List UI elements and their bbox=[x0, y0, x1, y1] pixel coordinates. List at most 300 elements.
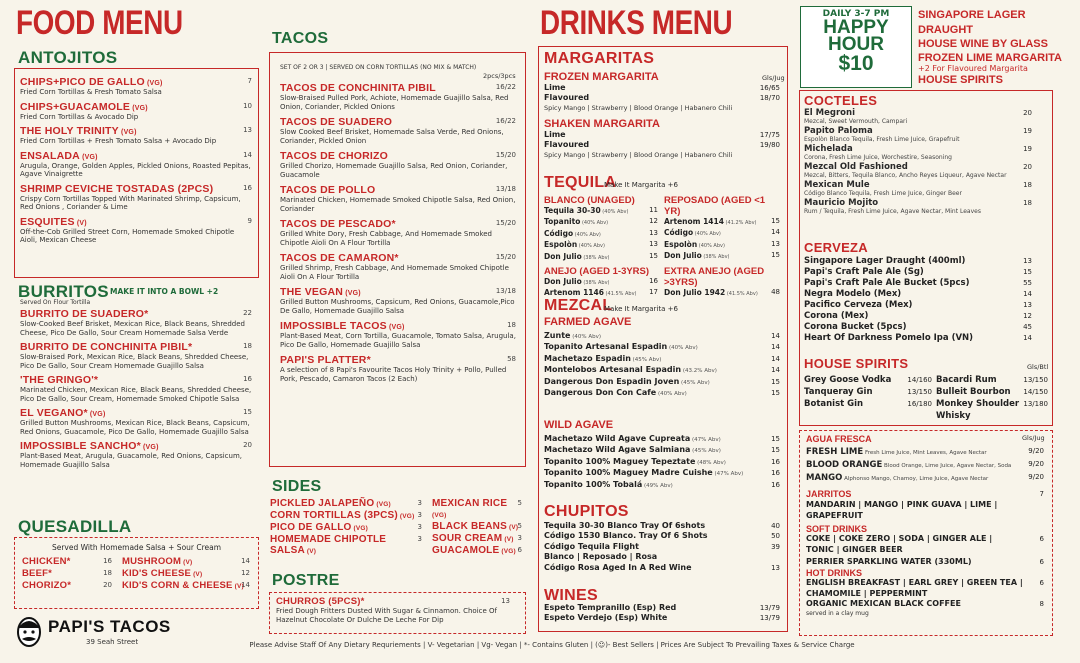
item-price: 18 bbox=[243, 342, 252, 350]
item-price: 16 bbox=[243, 183, 252, 192]
drink-name: Topanito Artesanal Espadin bbox=[544, 342, 668, 352]
wild-list bbox=[544, 434, 780, 491]
menu-item bbox=[280, 82, 516, 111]
drink-price: 48 bbox=[771, 287, 780, 296]
cerveza-list bbox=[804, 256, 1032, 344]
drink-price: 13/150 bbox=[907, 388, 932, 396]
drink-row bbox=[664, 228, 780, 239]
drink-row bbox=[544, 480, 780, 491]
item-tag: (VG) bbox=[499, 548, 516, 555]
logo-text: PAPI'S TACOS bbox=[48, 617, 171, 636]
drink-name: Topanito 100% Tobalá bbox=[544, 479, 643, 489]
drink-abv: (47% Abv) bbox=[690, 437, 721, 443]
item-desc: A selection of 8 Papi's Favourite Tacos Holy Trinity + Pollo, Pulled Pork, Pescado, Camaron Tacos (2 Each) bbox=[280, 366, 507, 383]
item-price: 15/20 bbox=[495, 219, 516, 227]
agua-name: MANGO bbox=[806, 473, 843, 483]
cocktail-name: Mezcal Old Fashioned bbox=[804, 162, 908, 172]
drink-price: 15 bbox=[771, 389, 780, 398]
agua-row bbox=[806, 472, 1044, 485]
drink-price: 15 bbox=[1023, 268, 1032, 276]
drink-price: 13 bbox=[771, 563, 780, 572]
burritos-heading: BURRITOS bbox=[18, 282, 109, 301]
drink-price: 14/160 bbox=[907, 376, 932, 384]
happy-hour-daily: DAILY 3-7 PM bbox=[822, 9, 890, 19]
cocteles-heading: COCTELES bbox=[804, 93, 878, 108]
menu-item bbox=[20, 125, 252, 146]
drink-name: Código bbox=[544, 228, 574, 238]
drink-abv: (41.2% Abv) bbox=[723, 220, 757, 226]
menu-item bbox=[20, 341, 252, 370]
item-desc: Fried Corn Tortillas & Fresh Tomato Salsa bbox=[20, 88, 162, 96]
item-price: 6 bbox=[517, 546, 522, 554]
drink-price: 16 bbox=[771, 480, 780, 489]
item-desc: Plant-Based Meat, Corn Tortilla, Guacamole, Tomato Salsa, Arugula, Pico De Gallo, Homemade Guajillo Salsa bbox=[280, 332, 516, 349]
food-menu-title: FOOD MENU bbox=[16, 4, 183, 42]
drink-abv: (41.5% Abv) bbox=[725, 290, 758, 297]
drink-name: Montelobos Artesanal Espadin bbox=[544, 365, 682, 375]
hot-line: ENGLISH BREAKFAST | EARL GREY | GREEN TEA | bbox=[806, 578, 1023, 588]
shaken-margarita-title: SHAKEN MARGARITA bbox=[544, 117, 660, 130]
drink-row bbox=[804, 256, 1032, 267]
agua-heading: AGUA FRESCA bbox=[806, 434, 872, 444]
menu-item bbox=[22, 556, 112, 567]
item-price: 12 bbox=[241, 569, 250, 577]
drink-name: Espeto Verdejo (Esp) White bbox=[544, 613, 668, 623]
drink-row bbox=[936, 374, 1048, 386]
hot-drinks-heading: HOT DRINKS bbox=[806, 568, 862, 579]
cocktail-item bbox=[804, 126, 1032, 143]
item-price: 9 bbox=[247, 216, 252, 225]
drink-row bbox=[664, 288, 780, 299]
drink-row bbox=[936, 386, 1048, 398]
cocktail-item bbox=[804, 198, 1032, 215]
item-desc: Grilled White Dory, Fresh Cabbage, And Homemade Smoked Chipotle Aioli On A Flour Tortilla bbox=[280, 230, 492, 247]
hh-item: HOUSE SPIRITS bbox=[918, 73, 1003, 86]
drink-row bbox=[544, 342, 780, 353]
item-desc: Marinated Chicken, Homemade Smoked Chipotle Salsa, Red Onion, Coriander bbox=[280, 196, 516, 213]
item-name: SOUR CREAM (V) bbox=[432, 533, 514, 544]
cocktail-name: Michelada bbox=[804, 144, 853, 154]
item-desc: Plant-Based Meat, Arugula, Guacamole, Red Onions, Capsicum, Homemade Guajillo Salsa bbox=[20, 452, 242, 469]
menu-item bbox=[280, 252, 516, 281]
footer-note: Please Advise Staff Of Any Dietary Requriements | V- Vegetarian | Vg- Vegan | *- Contains Gluten | (☺)- Best Sellers | Prices Are Subject To Prevailing Taxes & Service Charge bbox=[249, 641, 855, 649]
drink-row bbox=[544, 457, 780, 468]
item-price: 13 bbox=[243, 126, 252, 134]
drink-price: 40 bbox=[771, 522, 780, 530]
menu-item bbox=[280, 354, 516, 383]
house-spirits-col-note: Gls/Btl bbox=[1027, 363, 1049, 371]
item-tag: (V) bbox=[74, 219, 87, 227]
coffee-price: 8 bbox=[1039, 600, 1044, 609]
drink-row bbox=[544, 240, 658, 251]
drink-abv: (40% Abv) bbox=[573, 231, 601, 238]
item-price: 3 bbox=[417, 499, 422, 507]
item-name: PAPI'S PLATTER* bbox=[280, 354, 371, 366]
agua-desc: Alphonso Mango, Chamoy, Lime Juice, Agave Nectar bbox=[842, 476, 989, 482]
item-price: 16 bbox=[103, 557, 112, 565]
drink-row bbox=[544, 354, 780, 365]
item-name: ESQUITES (V) bbox=[20, 215, 87, 228]
menu-item bbox=[270, 534, 422, 556]
item-desc: Slow-Braised Pulled Pork, Achiote, Homemade Guajillo Salsa, Red Onion, Coriander, Pickled Onions bbox=[280, 94, 509, 111]
postre-heading: POSTRE bbox=[272, 572, 340, 589]
item-name: BLACK BEANS (V) bbox=[432, 521, 519, 532]
perrier-row bbox=[806, 557, 1044, 567]
drink-row bbox=[544, 365, 780, 376]
item-name: IMPOSSIBLE SANCHO* (VG) bbox=[20, 440, 159, 452]
menu-item bbox=[280, 218, 516, 247]
row-price: 17/75 bbox=[759, 130, 780, 139]
perrier-price: 6 bbox=[1039, 558, 1044, 567]
drink-name: Topanito bbox=[544, 217, 581, 227]
item-price: 14 bbox=[243, 150, 252, 159]
item-price: 15 bbox=[243, 408, 252, 416]
item-desc: Marinated Chicken, Mexican Rice, Black Beans, Shredded Cheese, Pico De Gallo, Sour Cream, Homemade Smoked Chipotle Salsa bbox=[20, 386, 252, 403]
drink-abv: (47% Abv) bbox=[712, 471, 744, 478]
drink-name: Código Rosa Aged In A Red Wine bbox=[544, 562, 692, 572]
wines-list bbox=[544, 603, 780, 624]
drink-price: 13 bbox=[649, 240, 658, 249]
drink-price: 14 bbox=[1023, 334, 1032, 342]
soft-line: COKE | COKE ZERO | SODA | GINGER ALE | bbox=[806, 534, 993, 544]
chupitos-heading: CHUPITOS bbox=[544, 503, 629, 520]
drink-abv: (40% Abv) bbox=[656, 391, 687, 398]
drink-name: Negra Modelo (Mex) bbox=[804, 289, 902, 299]
item-name: MUSHROOM (V) bbox=[122, 556, 193, 567]
tequila-note: Make It Margarita +6 bbox=[604, 181, 678, 189]
item-desc: Fried Corn Tortillas + Fresh Tomato Salsa + Avocado Dip bbox=[20, 137, 217, 145]
wild-agave-heading: WILD AGAVE bbox=[544, 419, 614, 431]
drink-row bbox=[544, 613, 780, 623]
drink-name: Machetazo Espadin bbox=[544, 353, 631, 363]
item-price: 3 bbox=[517, 534, 522, 542]
item-price: 5 bbox=[517, 499, 522, 507]
cocktail-item bbox=[804, 144, 1032, 161]
drink-row bbox=[544, 468, 780, 479]
hot-line-2: CHAMOMILE | PEPPERMINT bbox=[806, 588, 928, 598]
item-name: CHIPS+PICO DE GALLO (VG) bbox=[20, 76, 163, 88]
drink-row bbox=[804, 374, 932, 386]
sides-right bbox=[432, 498, 522, 557]
tequila-group-title: REPOSADO (AGED <1 YR) bbox=[664, 195, 766, 217]
row-name: Flavoured bbox=[544, 140, 590, 150]
quesadilla-left bbox=[22, 556, 112, 592]
item-price: 14 bbox=[241, 557, 250, 565]
drink-name: Dangerous Don Con Cafe bbox=[544, 388, 657, 398]
drink-name: Artenom 1146 bbox=[544, 288, 604, 298]
item-tag: (V) bbox=[506, 524, 519, 531]
soft-drinks-heading: SOFT DRINKS bbox=[806, 524, 868, 535]
drink-abv: (40% Abv) bbox=[577, 243, 605, 250]
row-price: 18/70 bbox=[759, 94, 780, 103]
cocktail-price: 19 bbox=[1023, 127, 1032, 135]
jarritos-flavours: MANDARIN | MANGO | PINK GUAVA | LIME | GRAPEFRUIT bbox=[806, 500, 998, 520]
item-tag: (VG) bbox=[386, 324, 405, 331]
margaritas-col-note: Gls/Jug bbox=[762, 74, 785, 82]
perrier-name: PERRIER SPARKLING WATER (330ML) bbox=[806, 557, 972, 567]
logo-face-icon bbox=[14, 616, 44, 652]
happy-hour-badge bbox=[800, 6, 912, 88]
menu-item bbox=[20, 440, 252, 469]
item-desc: Slow Cooked Beef Brisket, Homemade Salsa Verde, Red Onions, Coriander, Pickled Onion bbox=[280, 128, 504, 145]
drink-abv: (40% Abv) bbox=[600, 209, 629, 215]
drink-row bbox=[544, 252, 658, 263]
item-desc: Off-the-Cob Grilled Street Corn, Homemade Smoked Chipotle Aioli, Mexican Cheese bbox=[20, 227, 235, 244]
drink-row bbox=[544, 229, 658, 240]
item-price: 18 bbox=[103, 569, 112, 577]
item-price: 58 bbox=[507, 355, 516, 363]
quesadilla-note: Served With Homemade Salsa + Sour Cream bbox=[51, 543, 222, 552]
postre-item bbox=[276, 596, 510, 627]
farmed-list bbox=[544, 331, 780, 399]
wines-heading: WINES bbox=[544, 587, 598, 604]
item-price: 20 bbox=[103, 581, 112, 589]
item-tag: (V) bbox=[181, 559, 193, 566]
menu-item bbox=[270, 498, 422, 509]
item-price: 16/22 bbox=[495, 83, 516, 91]
item-name: CORN TORTILLAS (3PCS) (VG) bbox=[270, 510, 415, 521]
sides-left bbox=[270, 498, 422, 557]
cocktail-desc: Espolòn Blanco Tequila, Fresh Lime Juice, Grapefruit bbox=[804, 136, 960, 143]
drink-abv: (38% Abv) bbox=[581, 254, 610, 261]
quesadilla-right bbox=[122, 556, 250, 592]
jarritos-heading: JARRITOS bbox=[806, 489, 852, 499]
cocktail-price: 18 bbox=[1023, 181, 1032, 189]
hot-price: 6 bbox=[1039, 579, 1044, 588]
drink-price: 12 bbox=[649, 217, 658, 226]
cocktail-desc: Rum / Tequila, Fresh Lime Juice, Agave Nectar, Mint Leaves bbox=[804, 208, 981, 215]
tequila-right bbox=[664, 195, 780, 299]
drink-price: 15 bbox=[771, 446, 780, 455]
item-desc: Slow-Braised Pork, Mexican Rice, Black Beans, Shredded Cheese, Pico De Gallo, Sour Cream Homemade Guajillo Salsa bbox=[20, 353, 249, 370]
postre-price: 13 bbox=[501, 597, 510, 605]
frozen-margarita-title: FROZEN MARGARITA bbox=[544, 71, 659, 83]
cocktail-desc: Corona, Fresh Lime Juice, Worchestire, Seasoning bbox=[804, 154, 952, 161]
frozen-lime-row bbox=[544, 83, 780, 93]
item-name: BEEF* bbox=[22, 568, 53, 579]
cocktail-item bbox=[804, 180, 1032, 197]
drink-row bbox=[664, 217, 780, 228]
drink-name: Tanqueray Gin bbox=[804, 387, 873, 397]
drink-name: Pacifico Cerveza (Mex) bbox=[804, 300, 913, 310]
drink-row bbox=[804, 322, 1032, 333]
chupitos-list bbox=[544, 521, 780, 573]
item-desc: Grilled Button Mushrooms, Capsicum, Red Onions, Guacamole,Pico De Gallo, Homemade Guajillo Salsa bbox=[280, 298, 515, 315]
item-name: PICO DE GALLO (VG) bbox=[270, 522, 369, 533]
drink-name: Espolòn bbox=[664, 239, 698, 249]
drink-name: Topanito 100% Maguey Madre Cuishe bbox=[544, 468, 713, 478]
drink-row bbox=[804, 278, 1032, 289]
tequila-group-title: EXTRA ANEJO (AGED >3YRS) bbox=[664, 265, 765, 288]
agua-name: FRESH LIME bbox=[806, 447, 864, 457]
drink-abv: (45% Abv) bbox=[630, 356, 662, 363]
happy-hour-price: $10 bbox=[838, 52, 874, 75]
hh-item: SINGAPORE LAGER DRAUGHT bbox=[918, 9, 1026, 36]
menu-item bbox=[122, 556, 250, 567]
item-tag: (V) bbox=[232, 583, 244, 590]
cocktail-price: 20 bbox=[1023, 163, 1032, 171]
drink-row bbox=[804, 311, 1032, 322]
item-name: HOMEMADE CHIPOTLE SALSA (V) bbox=[270, 534, 387, 556]
item-tag: (VG) bbox=[79, 153, 98, 161]
agua-list bbox=[806, 446, 1044, 485]
item-name: EL VEGANO* (VG) bbox=[20, 407, 106, 419]
item-name: KID'S CORN & CHEESE (V) bbox=[122, 580, 244, 591]
drink-name: Botanist Gin bbox=[804, 399, 864, 409]
item-tag: (VG) bbox=[118, 129, 137, 136]
tacos-heading: TACOS bbox=[272, 30, 329, 47]
drink-price: 15 bbox=[649, 251, 658, 260]
drink-row bbox=[544, 603, 780, 613]
menu-item bbox=[280, 286, 516, 315]
drink-row bbox=[936, 398, 1048, 422]
menu-item bbox=[280, 320, 516, 349]
menu-item bbox=[20, 308, 252, 337]
item-name: ENSALADA (VG) bbox=[20, 149, 98, 162]
menu-item bbox=[20, 183, 252, 212]
drink-name: Don Julio 1942 bbox=[664, 287, 726, 297]
item-name: 'THE GRINGO'* bbox=[20, 374, 99, 386]
menu-item bbox=[432, 521, 522, 532]
cocktail-item bbox=[804, 162, 1032, 179]
drink-abv: (40% Abv) bbox=[570, 334, 601, 340]
item-price: 15/20 bbox=[495, 151, 516, 159]
frozen-flavoured-row bbox=[544, 93, 780, 103]
menu-item bbox=[20, 150, 252, 179]
drink-name: Corona Bucket (5pcs) bbox=[804, 322, 907, 332]
menu-item bbox=[22, 568, 112, 579]
menu-item bbox=[280, 150, 516, 179]
drink-price: 50 bbox=[771, 532, 780, 541]
drink-abv: (38% Abv) bbox=[581, 280, 610, 287]
drink-price: 16 bbox=[771, 469, 780, 478]
item-name: BURRITO DE CONCHINITA PIBIL* bbox=[20, 341, 193, 353]
farmed-agave-heading: FARMED AGAVE bbox=[544, 316, 632, 328]
happy-hour-line2: HOUR bbox=[828, 34, 884, 55]
drink-row bbox=[544, 445, 780, 456]
cocktail-name: Mauricio Mojito bbox=[804, 198, 879, 208]
postre-name: CHURROS (5PCS)* bbox=[276, 596, 365, 607]
tequila-left bbox=[544, 195, 658, 300]
soft-line-2: TONIC | GINGER BEER bbox=[806, 544, 903, 554]
item-tag: (VG) bbox=[432, 512, 447, 519]
item-price: 10 bbox=[243, 101, 252, 110]
tequila-group-title: ANEJO (AGED 1-3YRS) bbox=[544, 266, 650, 278]
menu-item bbox=[122, 580, 250, 591]
row-price: 19/80 bbox=[759, 141, 780, 150]
soft-row bbox=[806, 534, 1044, 544]
agua-row bbox=[806, 459, 1044, 472]
tequila-heading: TEQUILA bbox=[544, 174, 617, 191]
drink-name: Zunte bbox=[544, 331, 571, 340]
drink-price: 13/79 bbox=[759, 604, 780, 612]
row-name: Flavoured bbox=[544, 93, 590, 103]
drink-name: Papi's Craft Pale Ale Bucket (5pcs) bbox=[804, 278, 970, 288]
antojitos-list bbox=[20, 76, 252, 249]
drink-name: Código bbox=[664, 228, 694, 238]
item-name: MEXICAN RICE (VG) bbox=[432, 498, 508, 519]
drink-row bbox=[544, 434, 780, 445]
happy-hour-items bbox=[918, 8, 1068, 87]
cocktail-item bbox=[804, 108, 1032, 125]
house-spirits-right bbox=[936, 374, 1048, 422]
item-price: 3 bbox=[417, 535, 422, 543]
item-desc: Crispy Corn Tortillas Topped With Marinated Shrimp, Capsicum, Red Onions , Coriander & Lime bbox=[20, 194, 241, 211]
drink-name: Don Julio bbox=[544, 277, 582, 287]
item-tag: (VG) bbox=[140, 444, 159, 451]
drink-abv: (40% Abv) bbox=[693, 231, 721, 238]
agua-name: BLOOD ORANGE bbox=[806, 460, 883, 470]
cocktail-desc: Código Blanco Tequila, Fresh Lime Juice, Ginger Beer bbox=[804, 190, 962, 197]
menu-item bbox=[270, 522, 422, 533]
drink-name: Singapore Lager Draught (400ml) bbox=[804, 256, 966, 266]
cocktail-price: 18 bbox=[1023, 199, 1032, 207]
drink-row bbox=[804, 267, 1032, 278]
drink-name: Corona (Mex) bbox=[804, 311, 869, 321]
item-name: TACOS DE PESCADO* bbox=[280, 218, 396, 230]
drink-abv: (45% Abv) bbox=[679, 379, 710, 386]
menu-item bbox=[280, 116, 516, 145]
cocteles-list bbox=[804, 108, 1032, 216]
item-tag: (VG) bbox=[87, 411, 106, 418]
drink-price: 15 bbox=[771, 217, 780, 225]
house-spirits-heading: HOUSE SPIRITS bbox=[804, 356, 909, 371]
item-desc: Slow-Cooked Beef Brisket, Mexican Rice, Black Beans, Shredded Cheese, Pico De Gallo, Sour Cream Homemade Salsa Verde bbox=[20, 320, 246, 337]
drink-row bbox=[544, 388, 780, 399]
antojitos-heading: ANTOJITOS bbox=[18, 48, 118, 67]
drink-row bbox=[544, 277, 658, 288]
menu-item bbox=[20, 101, 252, 122]
item-name: TACOS DE CAMARON* bbox=[280, 252, 399, 264]
drink-abv: (38% Abv) bbox=[701, 254, 730, 261]
drink-name: Código Tequila Flight bbox=[544, 541, 639, 551]
item-tag: (VG) bbox=[130, 104, 148, 112]
drink-price: 16 bbox=[649, 277, 658, 286]
item-price: 3 bbox=[417, 523, 422, 531]
item-name: THE VEGAN (VG) bbox=[280, 286, 361, 298]
drink-abv: (49% Abv) bbox=[642, 482, 673, 489]
drink-abv: (45% Abv) bbox=[690, 448, 721, 455]
drink-price: 15 bbox=[771, 251, 780, 260]
agua-col-note: Gls/Jug bbox=[1022, 434, 1045, 442]
drink-price: 14 bbox=[771, 332, 780, 340]
item-price: 14 bbox=[241, 581, 250, 589]
drink-price: 15 bbox=[771, 435, 780, 443]
drink-name: Topanito 100% Maguey Tepeztate bbox=[544, 456, 696, 466]
agua-price: 9/20 bbox=[1028, 460, 1044, 468]
menu-item bbox=[22, 580, 112, 591]
hh-item: FROZEN LIME MARGARITA bbox=[918, 51, 1063, 64]
agua-price: 9/20 bbox=[1028, 473, 1044, 481]
drink-name: Artenom 1414 bbox=[664, 217, 724, 226]
soft-price: 6 bbox=[1039, 535, 1044, 544]
item-tag: (VG) bbox=[144, 80, 163, 87]
item-name: TACOS DE CHORIZO bbox=[280, 150, 389, 162]
agua-desc: Fresh Lime Juice, Mint Leaves, Agave Nectar bbox=[863, 450, 987, 456]
tequila-group-title: BLANCO (UNAGED) bbox=[544, 195, 635, 206]
item-tag: (V) bbox=[502, 536, 514, 543]
drinks-menu-title: DRINKS MENU bbox=[540, 4, 733, 42]
drink-price: 13 bbox=[1023, 301, 1032, 309]
drink-price: 12 bbox=[1023, 312, 1032, 320]
item-name: SHRIMP CEVICHE TOSTADAS (2PCS) bbox=[20, 182, 214, 195]
menu-item bbox=[122, 568, 250, 579]
item-name: CHORIZO* bbox=[22, 580, 72, 591]
item-desc: Grilled Chorizo, Homemade Guajillo Salsa, Red Onion, Coriander, Guacamole bbox=[280, 162, 508, 179]
item-name: GUACAMOLE (VG) bbox=[432, 545, 516, 556]
coffee-name: ORGANIC MEXICAN BLACK COFFEE bbox=[806, 599, 961, 609]
drink-name: Código 1530 Blanco. Tray Of 6 Shots bbox=[544, 531, 708, 541]
